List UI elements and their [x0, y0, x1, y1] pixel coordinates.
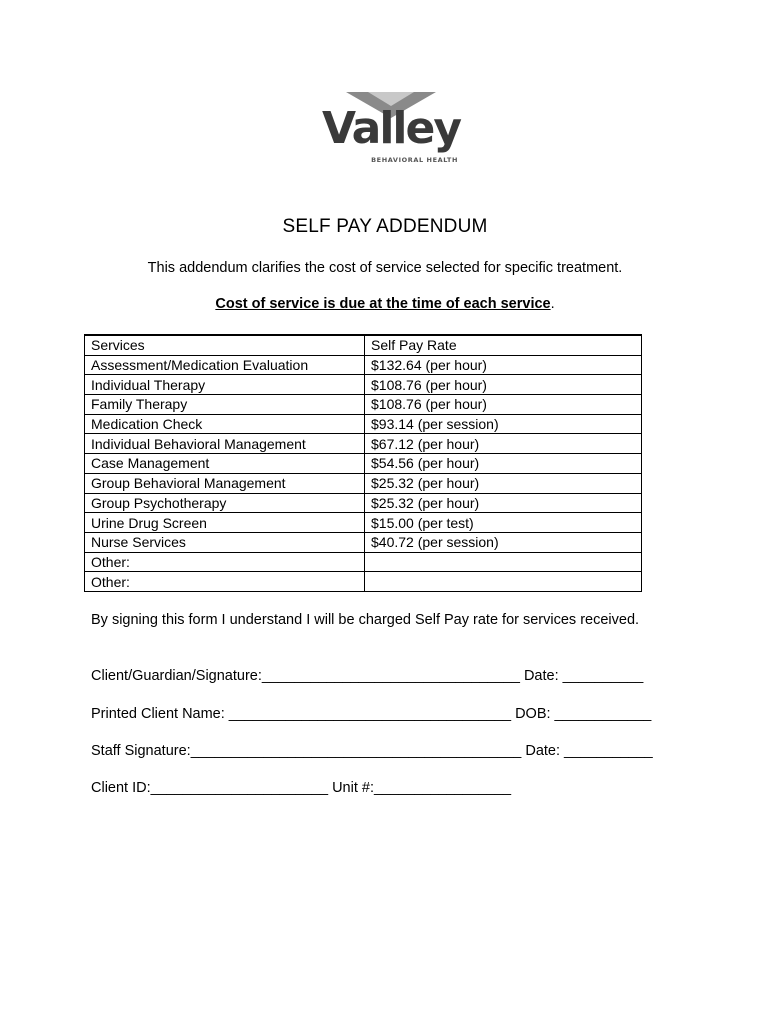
- table-row: [85, 473, 642, 493]
- service-cell: Group Psychotherapy: [85, 493, 365, 513]
- valley-logo: [316, 92, 466, 172]
- rate-cell: $25.32 (per hour): [365, 493, 642, 513]
- service-cell: Nurse Services: [85, 532, 365, 552]
- service-cell: Individual Behavioral Management: [85, 434, 365, 454]
- table-row: [85, 572, 642, 592]
- rate-cell: $93.14 (per session): [365, 414, 642, 434]
- due-notice-text: Cost of service is due at the time of each service: [215, 296, 551, 312]
- service-cell: Assessment/Medication Evaluation: [85, 355, 365, 375]
- other-rate-cell[interactable]: [365, 572, 642, 592]
- due-notice: [0, 296, 770, 312]
- rate-cell: $25.32 (per hour): [365, 473, 642, 493]
- intro-text: This addendum clarifies the cost of service selected for specific treatment.: [147, 260, 623, 276]
- client-signature-line[interactable]: Client/Guardian/Signature:________________________________ Date: __________: [91, 668, 644, 684]
- table-header-row: [85, 335, 642, 355]
- service-cell: Individual Therapy: [85, 375, 365, 395]
- table-row: [85, 552, 642, 572]
- header-services: Services: [85, 335, 365, 355]
- service-cell: Urine Drug Screen: [85, 513, 365, 533]
- other-service-cell: Other:: [85, 552, 365, 572]
- table-row: [85, 414, 642, 434]
- due-notice-period: .: [550, 296, 555, 312]
- rate-cell: $108.76 (per hour): [365, 395, 642, 415]
- rate-cell: $40.72 (per session): [365, 532, 642, 552]
- page-title: SELF PAY ADDENDUM: [282, 216, 488, 237]
- logo-subtitle: BEHAVIORAL HEALTH: [371, 156, 458, 164]
- table-row: [85, 454, 642, 474]
- table-row: [85, 434, 642, 454]
- service-cell: Group Behavioral Management: [85, 473, 365, 493]
- table-row: [85, 355, 642, 375]
- logo-wordmark: Valley: [321, 103, 461, 154]
- service-cell: Case Management: [85, 454, 365, 474]
- table-row: [85, 532, 642, 552]
- table-row: [85, 395, 642, 415]
- other-service-cell: Other:: [85, 572, 365, 592]
- rate-cell: $108.76 (per hour): [365, 375, 642, 395]
- rate-cell: $132.64 (per hour): [365, 355, 642, 375]
- table-row: [85, 493, 642, 513]
- service-cell: Family Therapy: [85, 395, 365, 415]
- service-cell: Medication Check: [85, 414, 365, 434]
- staff-signature-line[interactable]: Staff Signature:_________________________________________ Date: ___________: [91, 743, 653, 759]
- printed-name-line[interactable]: Printed Client Name: ___________________________________ DOB: ____________: [91, 706, 652, 722]
- consent-statement: By signing this form I understand I will be charged Self Pay rate for services received.: [91, 612, 640, 628]
- table-row: [85, 513, 642, 533]
- client-id-line[interactable]: Client ID:______________________ Unit #:_________________: [91, 780, 512, 796]
- rate-cell: $54.56 (per hour): [365, 454, 642, 474]
- header-rate: Self Pay Rate: [365, 335, 642, 355]
- other-rate-cell[interactable]: [365, 552, 642, 572]
- rate-cell: $67.12 (per hour): [365, 434, 642, 454]
- table-row: [85, 375, 642, 395]
- rate-cell: $15.00 (per test): [365, 513, 642, 533]
- rates-table: [84, 334, 642, 592]
